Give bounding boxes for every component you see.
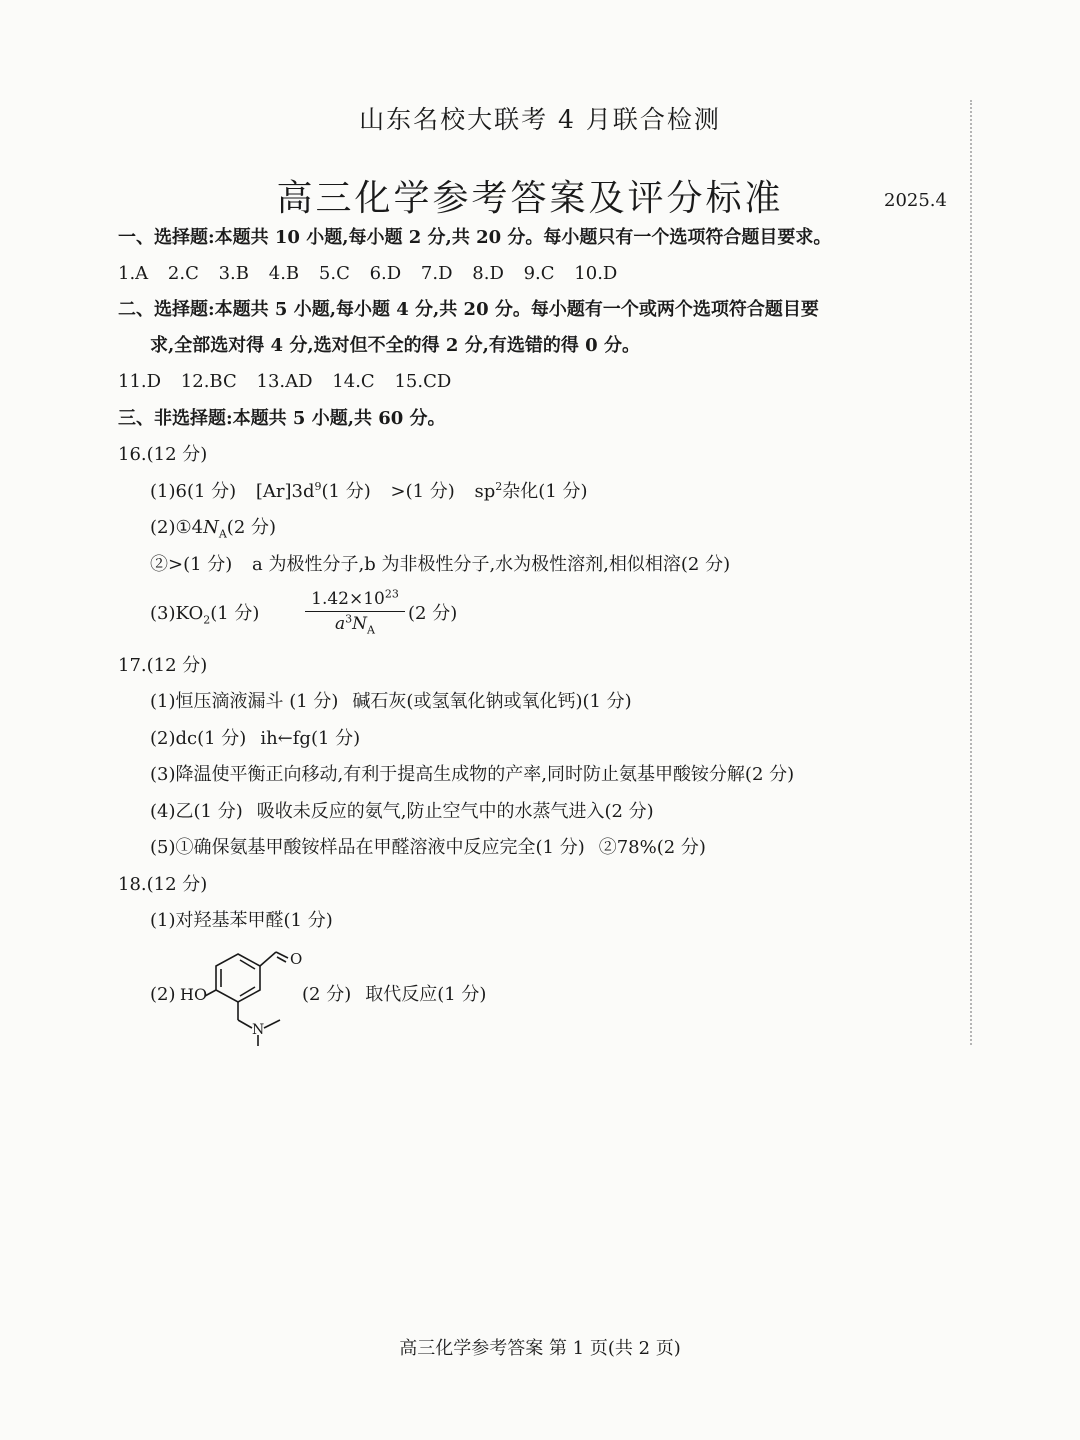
page-footer: 高三化学参考答案 第 1 页(共 2 页)	[399, 1338, 681, 1359]
hydroxyl-label: HO	[180, 985, 208, 1004]
section2-heading-line2: 求,全部选对得 4 分,选对但不全的得 2 分,有选错的得 0 分。	[150, 335, 640, 356]
answer-2: 2.C	[167, 263, 199, 284]
fraction-denominator: $a^3N_A$	[335, 612, 375, 637]
exam-subtitle: 山东名校大联考 4 月联合检测	[359, 105, 721, 134]
q16-part2: $(2)①4N_A(2$ 分)	[150, 517, 277, 541]
section2-heading-line1: 二、选择题:本题共 5 小题,每小题 4 分,共 20 分。每小题有一个或两个选项符合题目要	[118, 299, 819, 320]
molecule-structure	[180, 938, 310, 1048]
q18-part1: (1)对羟基苯甲醛(1 分)	[150, 910, 333, 931]
q17-part3: (3)降温使平衡正向移动,有利于提高生成物的产率,同时防止氨基甲酸铵分解(2 分)	[150, 764, 795, 785]
aldehyde-oxygen: O	[290, 950, 303, 968]
section1-heading: 一、选择题:本题共 10 小题,每小题 2 分,共 20 分。每小题只有一个选项符合题目要求。	[118, 227, 832, 248]
answer-3: 3.B	[218, 263, 250, 284]
q18-part2-label: (2)	[150, 984, 176, 1005]
answer-1: 1.A	[118, 263, 149, 284]
q16-p1-b: $[Ar]3d^9(1$ 分)	[255, 480, 371, 502]
fraction-numerator: $1.42\times 10^{23}$	[305, 589, 405, 612]
answer-6: 6.D	[369, 263, 402, 284]
nitrogen-label: N	[252, 1022, 265, 1038]
exam-date: 2025.4	[884, 190, 947, 211]
answer-10: 10.D	[574, 263, 618, 284]
q18-title: 18.(12 分)	[118, 874, 208, 895]
answer-13: 13.AD	[256, 371, 313, 392]
q17-part5: (5)①确保氨基甲酸铵样品在甲醛溶液中反应完全(1 分) ②78%(2 分)	[150, 837, 706, 858]
q17-title: 17.(12 分)	[118, 655, 208, 676]
q16-p1-d: $sp^2$杂化(1 分)	[474, 480, 588, 502]
answer-14: 14.C	[332, 371, 375, 392]
answer-12: 12.BC	[180, 371, 237, 392]
answer-4: 4.B	[268, 263, 300, 284]
answer-8: 8.D	[472, 263, 504, 284]
section3-heading: 三、非选择题:本题共 5 小题,共 60 分。	[118, 408, 446, 429]
q16-part1	[150, 480, 588, 504]
q16-p1-a: (1)6(1 分)	[150, 481, 237, 502]
q16-title: 16.(12 分)	[118, 444, 208, 465]
q17-part1: (1)恒压滴液漏斗 (1 分) 碱石灰(或氢氧化钠或氧化钙)(1 分)	[150, 691, 632, 712]
section1-answers	[118, 262, 617, 286]
q18-part2-score: (2 分) 取代反应(1 分)	[302, 984, 487, 1005]
q17-part4: (4)乙(1 分) 吸收未反应的氨气,防止空气中的水蒸气进入(2 分)	[150, 801, 654, 822]
q16-part3-formula: $(3)KO_2(1$ 分)	[150, 603, 260, 627]
density-fraction	[305, 587, 405, 637]
binding-dotted-line	[970, 100, 972, 1045]
answer-7: 7.D	[420, 263, 453, 284]
q16-p1-c: >(1 分)	[390, 481, 455, 502]
q16-p2c: a 为极性分子,b 为非极性分子,水为极性溶剂,相似相溶(2 分)	[252, 554, 731, 575]
answer-5: 5.C	[318, 263, 350, 284]
section2-answers	[118, 370, 451, 394]
q16-p2b: ②>(1 分)	[150, 554, 233, 575]
q16-part2b	[150, 553, 730, 577]
page-title: 高三化学参考答案及评分标准	[276, 178, 784, 219]
answer-15: 15.CD	[394, 371, 452, 392]
q17-part2: (2)dc(1 分) ih←fg(1 分)	[150, 728, 361, 749]
q16-part3-score: (2 分)	[408, 603, 458, 624]
answer-9: 9.C	[523, 263, 555, 284]
answer-11: 11.D	[118, 371, 162, 392]
